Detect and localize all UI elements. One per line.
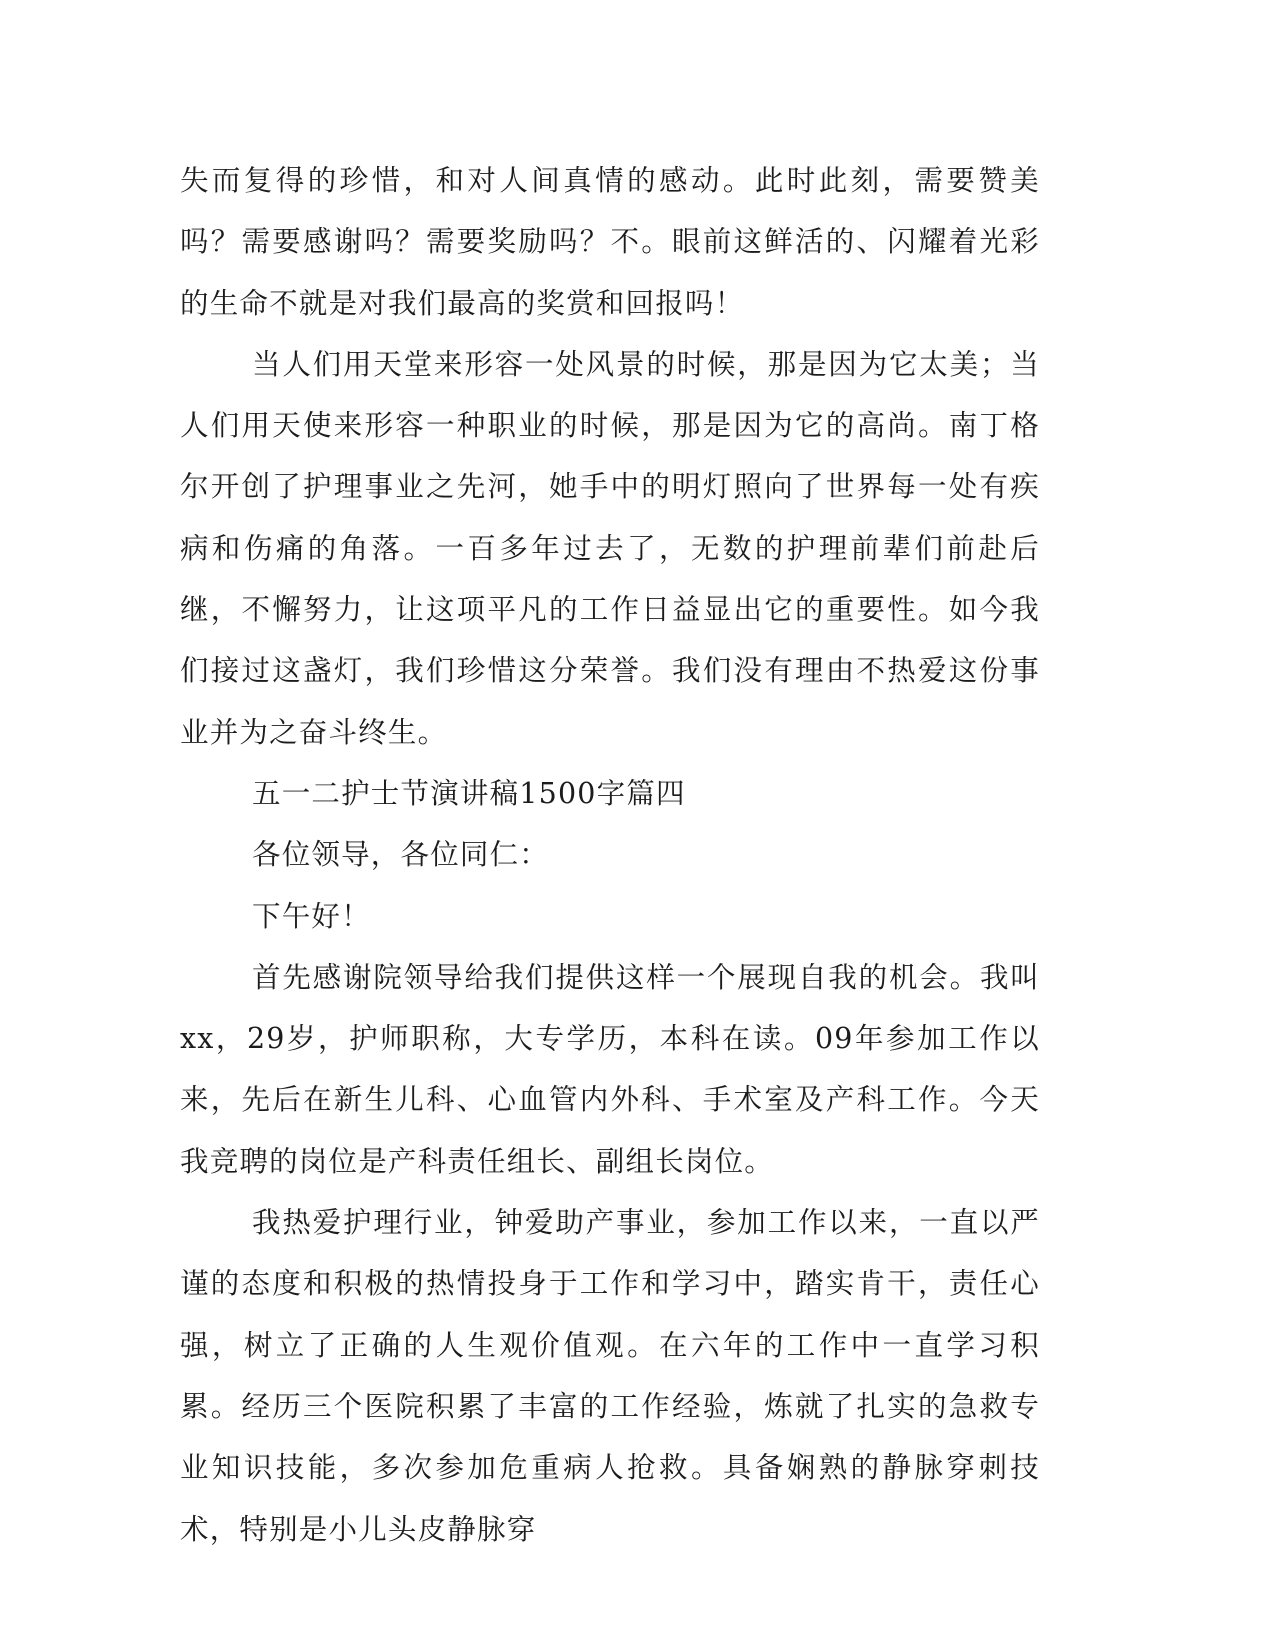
- paragraph-nightingale: 当人们用天堂来形容一处风景的时候，那是因为它太美；当人们用天使来形容一种职业的时候，那是因为它的高尚。南丁格尔开创了护理事业之先河，她手中的明灯照向了世界每一处有疾病和伤痛的角落。一百多年过去了，无数的护理前辈们前赴后继，不懈努力，让这项平凡的工作日益显出它的重要性。如今我们接过这盏灯，我们珍惜这分荣誉。我们没有理由不热爱这份事业并为之奋斗终生。: [180, 347, 1040, 749]
- body-text: [180, 150, 1040, 1560]
- section-heading: 五一二护士节演讲稿1500字篇四: [252, 776, 686, 810]
- salutation: 各位领导，各位同仁：: [252, 838, 550, 872]
- greeting: 下午好！: [252, 899, 371, 933]
- paragraph-experience: 我热爱护理行业，钟爱助产事业，参加工作以来，一直以严谨的态度和积极的热情投身于工作和学习中，踏实肯干，责任心强，树立了正确的人生观价值观。在六年的工作中一直学习积累。经历三个医院积累了丰富的工作经验，炼就了扎实的急救专业知识技能，多次参加危重病人抢救。具备娴熟的静脉穿刺技术，特别是小儿头皮静脉穿: [180, 1206, 1040, 1546]
- paragraph-introduction: 首先感谢院领导给我们提供这样一个展现自我的机会。我叫xx，29岁，护师职称，大专学历，本科在读。09年参加工作以来，先后在新生儿科、心血管内外科、手术室及产科工作。今天我竞聘的岗位是产科责任组长、副组长岗位。: [180, 960, 1040, 1178]
- paragraph-continuation: 失而复得的珍惜，和对人间真情的感动。此时此刻，需要赞美吗？需要感谢吗？需要奖励吗？不。眼前这鲜活的、闪耀着光彩的生命不就是对我们最高的奖赏和回报吗！: [180, 164, 1040, 320]
